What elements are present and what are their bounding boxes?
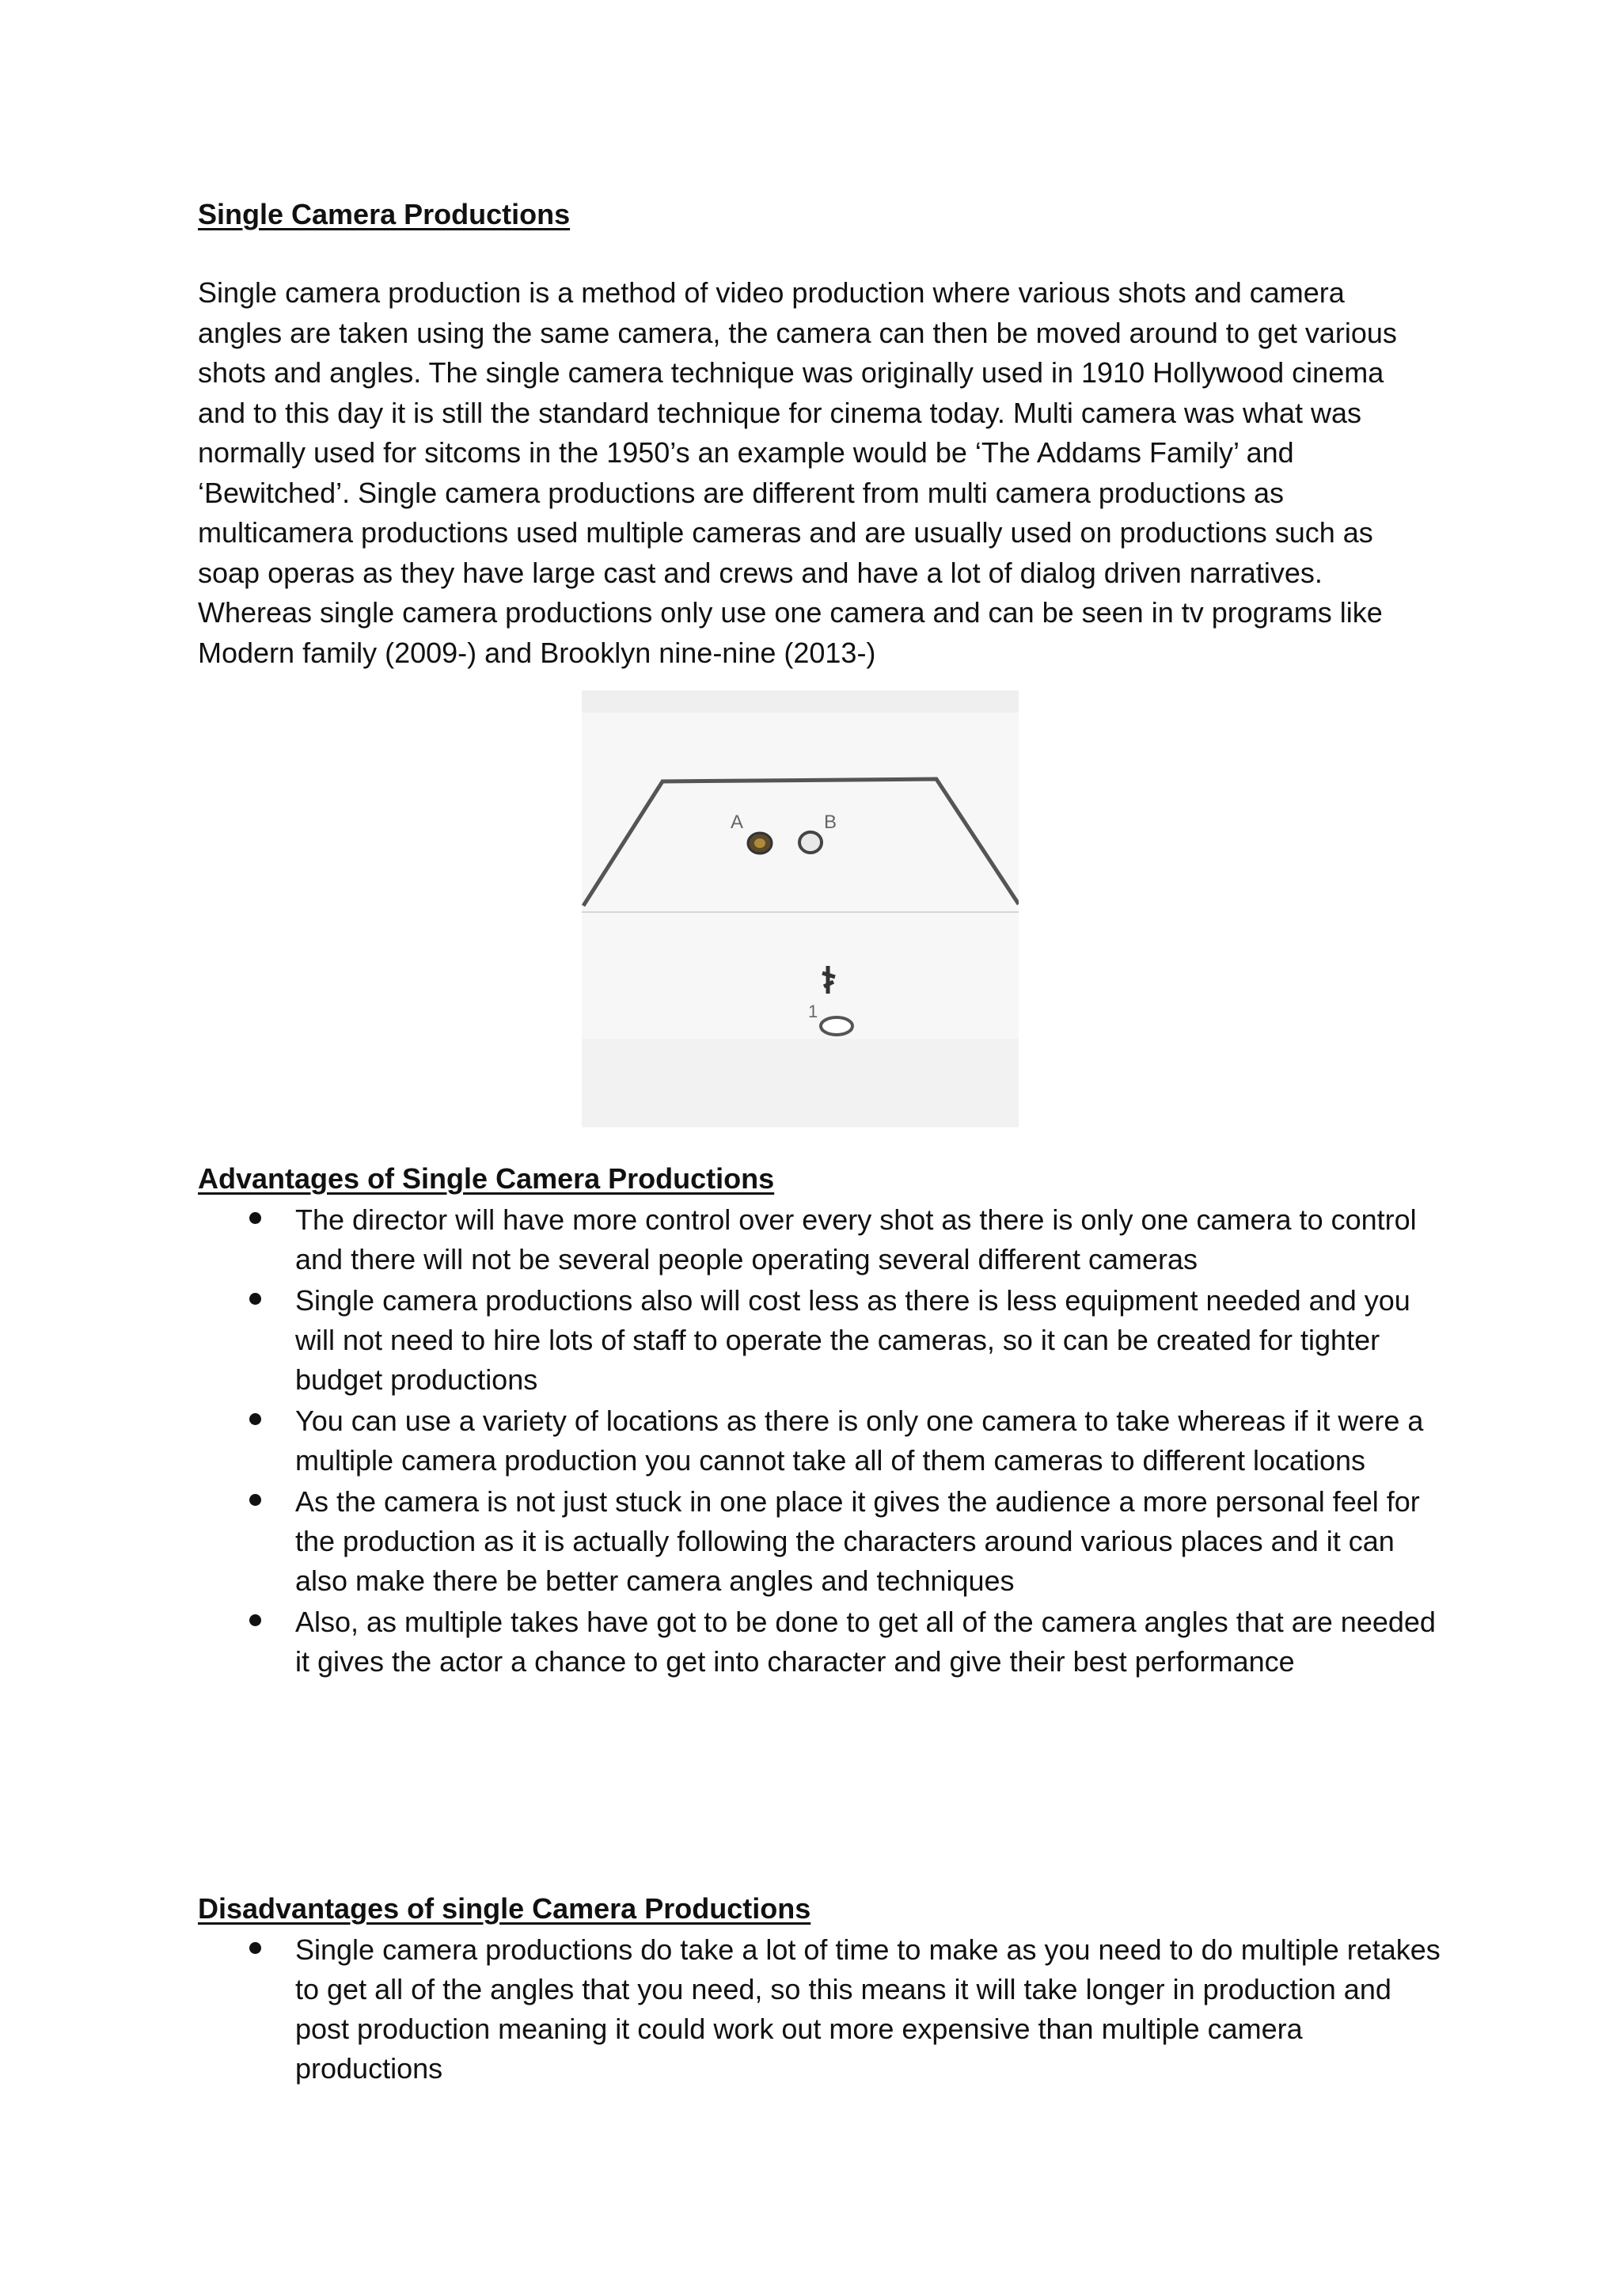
label-camera: 1 bbox=[808, 1002, 818, 1021]
list-item-text: Single camera productions also will cost less as there is less equipment needed and you will not need to hire lots of staff to operate the cameras, so it can be created for tighter budget productions bbox=[295, 1284, 1410, 1396]
bullet-icon bbox=[249, 1942, 261, 1954]
list-item bbox=[198, 1200, 1448, 1279]
list-item-text: You can use a variety of locations as there is only one camera to take whereas if it were a multiple camera production you cannot take all of them cameras to different locations bbox=[295, 1405, 1424, 1477]
actor-b-marker bbox=[799, 832, 822, 853]
label-a: A bbox=[731, 812, 744, 833]
intro-paragraph: Single camera production is a method of video production where various shots and camera angles are taken using the same camera, the camera can then be moved around to get various shots and angles. The single camera technique was originally used in 1910 Hollywood cinema and to this day it is still the standard technique for cinema today. Multi camera was what was normally used for sitcoms in the 1950’s an example would be ‘The Addams Family’ and ‘Bewitched’. Single camera productions are different from multi camera productions as multicamera productions used multiple cameras and are usually used on productions such as soap operas as they have large cast and crews and have a lot of dialog driven narratives. Whereas single camera productions only use one camera and can be seen in tv programs like Modern family (2009-) and Brooklyn nine-nine (2013-) bbox=[198, 276, 1397, 669]
bullet-icon bbox=[249, 1494, 261, 1506]
section-heading-single-camera: Single Camera Productions bbox=[198, 198, 571, 230]
list-item bbox=[198, 1482, 1448, 1601]
bullet-icon bbox=[249, 1413, 261, 1425]
list-item bbox=[198, 1602, 1448, 1682]
list-item-text: As the camera is not just stuck in one place it gives the audience a more personal feel for the production as it is actually following the characters around various places and it can also make there be better camera angles and techniques bbox=[295, 1485, 1420, 1597]
bullet-icon bbox=[249, 1212, 261, 1224]
list-item bbox=[198, 1401, 1448, 1481]
camera-setup-svg bbox=[582, 690, 1019, 1127]
section-heading-advantages: Advantages of Single Camera Productions bbox=[198, 1162, 775, 1195]
label-b: B bbox=[824, 812, 837, 833]
bullet-icon bbox=[249, 1614, 261, 1626]
advantages-list bbox=[198, 1200, 1448, 1683]
list-item-text: Single camera productions do take a lot of time to make as you need to do multiple retakes to get all of the angles that you need, so this means it will take longer in production and post production meaning it could work out more expensive than multiple camera productions bbox=[295, 1933, 1441, 2085]
list-item bbox=[198, 1930, 1448, 2089]
intro-paragraph-block bbox=[198, 273, 1433, 673]
disadvantages-list bbox=[198, 1930, 1448, 2090]
list-item-text: Also, as multiple takes have got to be done to get all of the camera angles that are needed it gives the actor a chance to get into character and give their best performance bbox=[295, 1606, 1436, 1678]
list-item-text: The director will have more control over every shot as there is only one camera to control and there will not be several people operating several different cameras bbox=[295, 1203, 1417, 1275]
section-heading-disadvantages: Disadvantages of single Camera Productions bbox=[198, 1892, 811, 1925]
bullet-icon bbox=[249, 1293, 261, 1305]
camera-setup-diagram bbox=[582, 690, 1019, 1127]
list-item bbox=[198, 1281, 1448, 1400]
